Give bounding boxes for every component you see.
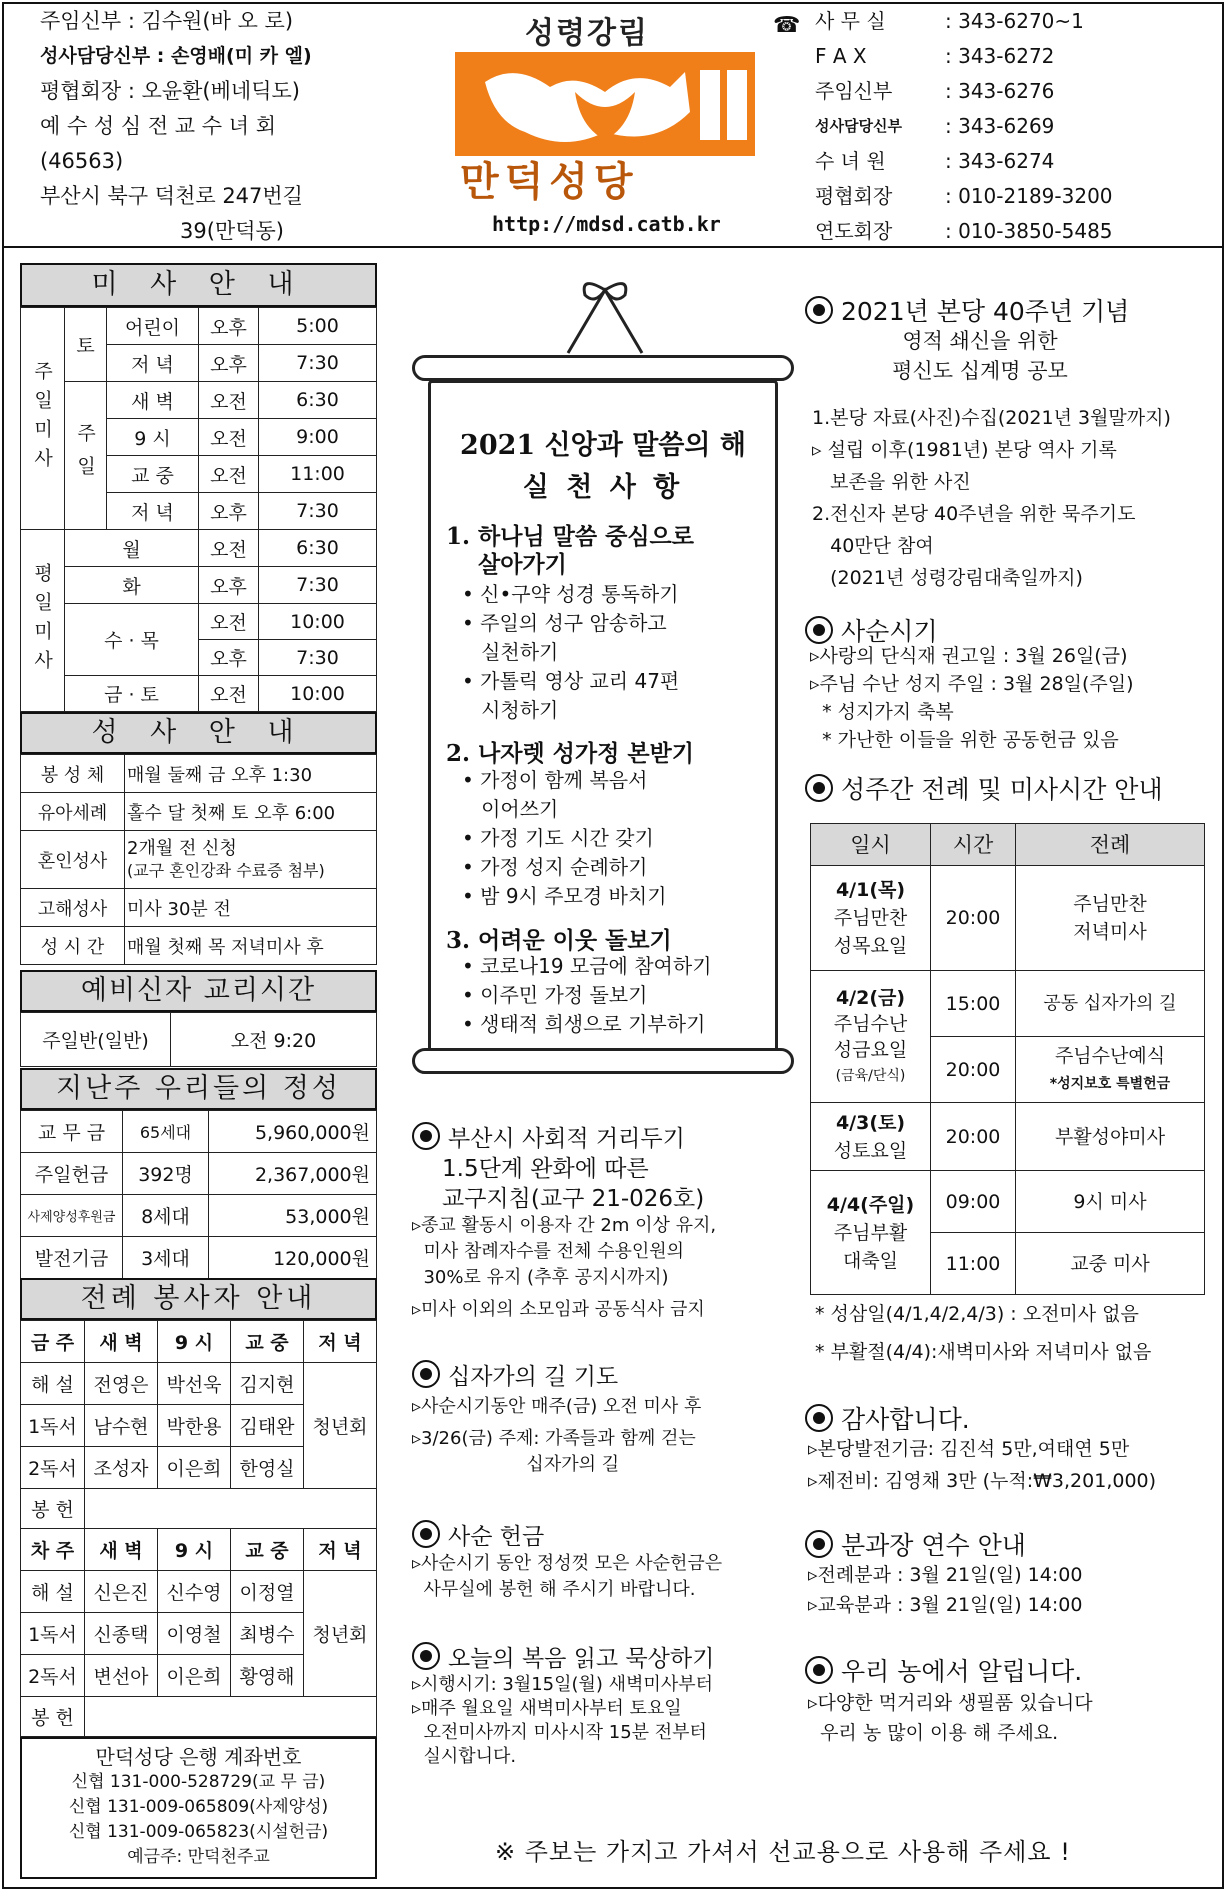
contact-label: 수 녀 원 xyxy=(815,149,886,173)
notice-line: ▹주님 수난 성지 주일 : 3월 28일(주일) xyxy=(810,673,1134,695)
gospel-text xyxy=(412,1673,713,1769)
bullet-icon xyxy=(412,1642,440,1670)
mass-ampm: 오전 xyxy=(199,604,259,640)
saturday-label: 토 xyxy=(65,308,107,382)
offering-count: 8세대 xyxy=(123,1195,209,1237)
mass-time: 9:00 xyxy=(259,419,377,456)
offering-amount: 120,000원 xyxy=(209,1237,377,1279)
offertory-empty xyxy=(85,1697,377,1737)
server-name: 이정열 xyxy=(231,1571,304,1613)
notice-title: 감사합니다. xyxy=(841,1405,970,1434)
bank-box xyxy=(20,1737,377,1879)
gospel-heading xyxy=(412,1640,714,1673)
notice-line: 우리 농 많이 이용 해 주세요. xyxy=(808,1722,1059,1744)
contact-row xyxy=(815,144,1113,179)
liturgy: 저녁미사 xyxy=(1073,921,1147,943)
sacrament-note: (교구 혼인강좌 수료증 첨부) xyxy=(127,860,325,880)
mass-name: 새 벽 xyxy=(107,382,199,419)
notice-line: 미사 참례자수를 전체 수용인원의 xyxy=(412,1241,685,1262)
holy-week-notes xyxy=(815,1295,1151,1371)
notice-line: 십자가의 길 xyxy=(412,1454,620,1475)
logo-bar-2 xyxy=(727,70,747,140)
notice-title: 2021년 본당 40주년 기념 xyxy=(841,297,1130,326)
thanks-text xyxy=(808,1433,1156,1497)
practice-item: • 가정이 함께 복음서 xyxy=(462,768,648,792)
mass-ampm: 오전 xyxy=(199,456,259,493)
mass-ampm: 오후 xyxy=(199,308,259,345)
sacrament-time: 홀수 달 첫째 토 오후 6:00 xyxy=(125,793,377,831)
role: 1독서 xyxy=(21,1613,85,1655)
time: 15:00 xyxy=(931,971,1016,1037)
mass-time: 7:30 xyxy=(259,493,377,530)
mass-time: 6:30 xyxy=(259,530,377,567)
contact-row xyxy=(815,179,1113,214)
header-contacts xyxy=(773,4,1113,249)
scroll-title: 2021 신앙과 말씀의 해 xyxy=(460,430,746,461)
address-line: 부산시 북구 덕천로 247번길 xyxy=(40,184,303,208)
catechumen-class: 주일반(일반) xyxy=(21,1013,171,1067)
sacrament-name: 유아세례 xyxy=(21,793,125,831)
weekday-name: 수 · 목 xyxy=(65,604,199,676)
address-line-2: 39(만덕동) xyxy=(180,219,284,243)
offering-amount: 53,000원 xyxy=(209,1195,377,1237)
lent-text xyxy=(810,642,1134,754)
notice-line: ▹제전비: 김영채 3만 (누적:₩3,201,000) xyxy=(808,1470,1157,1492)
practice-3-items xyxy=(462,952,712,1039)
practice-1-items xyxy=(462,580,679,725)
time: 20:00 xyxy=(931,1037,1016,1103)
church-logo xyxy=(455,52,755,156)
cross-text xyxy=(412,1394,701,1478)
notice-line: * 성지가지 축복 xyxy=(810,701,954,723)
offering-amount: 5,960,000원 xyxy=(209,1111,377,1153)
server-name: 이영철 xyxy=(158,1613,231,1655)
servers-table xyxy=(20,1320,377,1737)
practice-2-items xyxy=(462,766,667,911)
mass-heading: 미 사 안 내 xyxy=(20,263,377,307)
server-name: 박한용 xyxy=(158,1405,231,1447)
contact-label: 연도회장 xyxy=(815,219,893,243)
contact-value: 343-6270~1 xyxy=(958,9,1084,33)
church-url[interactable]: http://mdsd.catb.kr xyxy=(492,212,721,236)
server-name: 박선욱 xyxy=(158,1363,231,1405)
contact-label: 주임신부 xyxy=(815,79,893,103)
bullet-icon xyxy=(805,1656,833,1684)
evening-server: 청년회 xyxy=(304,1363,377,1489)
sacrament-table xyxy=(20,754,377,965)
day-label: 성목요일 xyxy=(833,935,908,957)
mass-ampm: 오후 xyxy=(199,493,259,530)
notice-title-2: 1.5단계 완화에 따른 xyxy=(442,1156,649,1182)
mass-ampm: 오전 xyxy=(199,419,259,456)
time: 09:00 xyxy=(931,1171,1016,1233)
practice-item: • 신•구약 성경 통독하기 xyxy=(462,582,679,606)
contact-value: 343-6276 xyxy=(958,79,1055,103)
weekday-mass-label: 평일미사 xyxy=(21,530,65,712)
anniversary-heading xyxy=(805,292,1129,328)
notice-line: ▹매주 월요일 새벽미사부터 토요일 xyxy=(412,1698,682,1719)
mass-name: 저 녁 xyxy=(107,345,199,382)
mass-name: 어린이 xyxy=(107,308,199,345)
colon: : xyxy=(945,149,959,173)
practice-item: 시청하기 xyxy=(462,698,559,722)
sisters-line: 예 수 성 심 전 교 수 녀 회 xyxy=(40,114,276,138)
busan-notice-text xyxy=(412,1213,716,1323)
day-label: 성금요일 xyxy=(833,1038,908,1061)
liturgy: 부활성야미사 xyxy=(1016,1103,1205,1171)
col-head: 전례 xyxy=(1016,824,1205,866)
server-name: 이은희 xyxy=(158,1447,231,1489)
mass-time: 7:30 xyxy=(259,640,377,676)
footer-note: ※ 주보는 가지고 가셔서 선교용으로 사용해 주세요 ! xyxy=(495,1838,1071,1866)
day-note: (금육/단식) xyxy=(835,1067,906,1084)
offering-count: 65세대 xyxy=(123,1111,209,1153)
mass-ampm: 오전 xyxy=(199,676,259,712)
note-line: * 부활절(4/4):새벽미사와 저녁미사 없음 xyxy=(815,1341,1152,1363)
sunday-label: 주일 xyxy=(65,382,107,530)
offering-amount: 2,367,000원 xyxy=(209,1153,377,1195)
day-label: 대축일 xyxy=(842,1249,899,1272)
offering-type: 교 무 금 xyxy=(21,1111,123,1153)
sacrament-heading: 성 사 안 내 xyxy=(20,712,377,754)
notice-title: 분과장 연수 안내 xyxy=(841,1531,1026,1560)
notice-title: 사순 헌금 xyxy=(448,1524,545,1550)
practice-item: • 주일의 성구 암송하고 xyxy=(462,611,667,635)
contact-value: 010-2189-3200 xyxy=(958,184,1113,208)
mass-table xyxy=(20,307,377,712)
server-name: 황영해 xyxy=(231,1655,304,1697)
bullet-icon xyxy=(412,1122,440,1150)
mass-time: 6:30 xyxy=(259,382,377,419)
bullet-icon xyxy=(805,616,833,644)
servers-week-label: 차 주 xyxy=(21,1529,85,1571)
sacrament-time: 2개월 전 신청 xyxy=(127,837,237,859)
bank-holder: 예금주: 만덕천주교 xyxy=(127,1847,270,1867)
anniversary-subtitle xyxy=(880,326,1080,386)
notice-title: 십자가의 길 기도 xyxy=(448,1364,619,1390)
notice-line: ▹사순시기동안 매주(금) 오전 미사 후 xyxy=(412,1396,702,1417)
notice-line: ▹3/26(금) 주제: 가족들과 함께 걷는 xyxy=(412,1428,696,1449)
notice-line: 사무실에 봉헌 해 주시기 바랍니다. xyxy=(412,1579,696,1600)
notice-line: ▹미사 이외의 소모임과 공동식사 금지 xyxy=(412,1299,705,1320)
liturgy: 9시 미사 xyxy=(1016,1171,1205,1233)
notice-line: 1.본당 자료(사진)수집(2021년 3월말까지) xyxy=(812,407,1171,429)
colon: : xyxy=(945,9,959,33)
offertory-empty xyxy=(85,1489,377,1529)
time: 11:00 xyxy=(931,1233,1016,1295)
bullet-icon xyxy=(412,1360,440,1388)
notice-line: ▹ 설립 이후(1981년) 본당 역사 기록 xyxy=(812,439,1117,461)
sacrament-name: 고해성사 xyxy=(21,889,125,927)
mass-ampm: 오후 xyxy=(199,345,259,382)
server-name: 김지현 xyxy=(231,1363,304,1405)
practice-item: • 가정 성지 순례하기 xyxy=(462,855,648,879)
notice-line: 40만단 참여 xyxy=(812,535,934,557)
practice-item: • 코로나19 모금에 참여하기 xyxy=(462,954,712,978)
contact-label: F A X xyxy=(815,44,867,68)
notice-line: ▹사랑의 단식재 권고일 : 3월 26일(금) xyxy=(810,645,1128,667)
mass-name: 교 중 xyxy=(107,456,199,493)
mass-name: 9 시 xyxy=(107,419,199,456)
server-name: 이은희 xyxy=(158,1655,231,1697)
role: 1독서 xyxy=(21,1405,85,1447)
practice-item: 이어쓰기 xyxy=(462,797,559,821)
servers-col-head: 새 벽 xyxy=(85,1321,158,1363)
servers-col-head: 새 벽 xyxy=(85,1529,158,1571)
contact-row xyxy=(815,74,1113,109)
offering-type: 주일헌금 xyxy=(21,1153,123,1195)
servers-col-head: 9 시 xyxy=(158,1529,231,1571)
notice-line: * 가난한 이들을 위한 공동헌금 있음 xyxy=(810,729,1119,751)
day: 4/2(금) xyxy=(835,986,906,1009)
role: 2독서 xyxy=(21,1447,85,1489)
practice-heading-2: 살아가기 xyxy=(478,551,567,578)
scroll-bottom-bar xyxy=(412,1048,794,1074)
bank-account: 신협 131-009-065809(사제양성) xyxy=(68,1797,329,1817)
mass-ampm: 오전 xyxy=(199,530,259,567)
subtitle-line: 영적 쇄신을 위한 xyxy=(902,329,1058,353)
notice-line: ▹본당발전기금: 김진석 5만,여태연 5만 xyxy=(808,1438,1130,1460)
bullet-icon xyxy=(805,296,833,324)
sacrament-time: 매월 둘째 금 오후 1:30 xyxy=(125,755,377,793)
bank-title: 만덕성당 은행 계좌번호 xyxy=(95,1745,302,1769)
servers-col-head: 9 시 xyxy=(158,1321,231,1363)
training-text xyxy=(808,1560,1082,1620)
contact-value: 343-6274 xyxy=(958,149,1055,173)
mass-name: 저 녁 xyxy=(107,493,199,530)
notice-line: ▹전례분과 : 3월 21일(일) 14:00 xyxy=(808,1564,1083,1586)
bank-account: 신협 131-009-065823(시설헌금) xyxy=(68,1822,329,1842)
notice-line: (2021년 성령강림대축일까지) xyxy=(812,567,1083,589)
catechumen-time: 오전 9:20 xyxy=(171,1013,377,1067)
offering-heading: 지난주 우리들의 정성 xyxy=(20,1068,377,1110)
day-label: 주님수난 xyxy=(833,1012,908,1035)
lent-offering-text xyxy=(412,1551,722,1603)
server-name: 신수영 xyxy=(158,1571,231,1613)
holy-week-table xyxy=(810,823,1205,1295)
colon: : xyxy=(945,219,959,243)
subtitle-line: 평신도 십계명 공모 xyxy=(892,359,1068,383)
server-name: 조성자 xyxy=(85,1447,158,1489)
notice-title: 부산시 사회적 거리두기 xyxy=(448,1126,685,1152)
postal-line: (46563) xyxy=(40,149,124,173)
sacrament-name: 혼인성사 xyxy=(21,831,125,889)
note-line: * 성삼일(4/1,4/2,4/3) : 오전미사 없음 xyxy=(815,1303,1139,1325)
bulletin-title: 성령강림 xyxy=(525,16,649,51)
server-name: 변선아 xyxy=(85,1655,158,1697)
server-name: 신은진 xyxy=(85,1571,158,1613)
server-name: 최병수 xyxy=(231,1613,304,1655)
sacrament-time: 매월 첫째 목 저녁미사 후 xyxy=(125,927,377,965)
role: 2독서 xyxy=(21,1655,85,1697)
sacrament-name: 봉 성 체 xyxy=(21,755,125,793)
day: 4/4(주일) xyxy=(826,1193,915,1216)
lent-offering-heading xyxy=(412,1518,544,1551)
role: 해 설 xyxy=(21,1363,85,1405)
notice-line: 실시합니다. xyxy=(412,1746,517,1767)
practice-item: 실천하기 xyxy=(462,640,559,664)
server-name: 신종택 xyxy=(85,1613,158,1655)
offering-count: 3세대 xyxy=(123,1237,209,1279)
contact-value: 010-3850-5485 xyxy=(958,219,1113,243)
server-name: 김태완 xyxy=(231,1405,304,1447)
contact-row xyxy=(815,109,1113,144)
contact-row xyxy=(815,4,1113,39)
mass-time: 7:30 xyxy=(259,345,377,382)
colon: : xyxy=(945,184,959,208)
colon: : xyxy=(945,44,959,68)
colon: : xyxy=(945,79,959,103)
server-name: 한영실 xyxy=(231,1447,304,1489)
role: 해 설 xyxy=(21,1571,85,1613)
contact-value: 343-6272 xyxy=(958,44,1055,68)
logo-bar-1 xyxy=(700,70,720,140)
bullet-icon xyxy=(412,1520,440,1548)
servers-col-head: 저 녁 xyxy=(304,1529,377,1571)
practice-heading: 3. 어려운 이웃 돌보기 xyxy=(446,927,672,954)
role: 봉 헌 xyxy=(21,1697,85,1737)
cross-heading xyxy=(412,1358,618,1391)
pastor-line: 주임신부 : 김수원(바 오 로) xyxy=(40,9,294,33)
scroll-top-bar xyxy=(412,355,794,381)
col-head: 일시 xyxy=(811,824,931,866)
contact-value: 343-6269 xyxy=(958,114,1055,138)
mass-time: 10:00 xyxy=(259,676,377,712)
liturgy-note: *성지보호 특별헌금 xyxy=(1049,1075,1171,1092)
thanks-heading xyxy=(805,1400,970,1436)
mass-ampm: 오전 xyxy=(199,382,259,419)
day-label: 성토요일 xyxy=(833,1139,908,1162)
mass-time: 10:00 xyxy=(259,604,377,640)
day: 4/1(목) xyxy=(835,879,906,901)
servers-col-head: 저 녁 xyxy=(304,1321,377,1363)
server-name: 전영은 xyxy=(85,1363,158,1405)
liturgy: 주님만찬 xyxy=(1073,893,1147,915)
notice-line: ▹사순시기 동안 정성껏 모은 사순헌금은 xyxy=(412,1553,723,1574)
catechumen-table xyxy=(20,1012,377,1067)
bank-account: 신협 131-000-528729(교 무 금) xyxy=(71,1772,326,1792)
farm-heading xyxy=(805,1652,1082,1688)
practice-item: • 가톨릭 영상 교리 47편 xyxy=(462,669,680,693)
notice-title: 사순시기 xyxy=(841,617,938,646)
contact-row xyxy=(815,214,1113,249)
farm-text xyxy=(808,1688,1093,1748)
ribbon-icon xyxy=(560,275,650,355)
notice-line: ▹다양한 먹거리와 생필품 있습니다 xyxy=(808,1692,1093,1714)
colon: : xyxy=(945,114,959,138)
header-left-info xyxy=(40,4,312,249)
notice-line: 2.전신자 본당 40주년을 위한 묵주기도 xyxy=(812,503,1136,525)
day-label: 주님만찬 xyxy=(833,907,908,929)
time: 20:00 xyxy=(931,866,1016,971)
practice-item: • 이주민 가정 돌보기 xyxy=(462,983,648,1007)
weekday-name: 월 xyxy=(65,530,199,567)
mass-time: 5:00 xyxy=(259,308,377,345)
offering-type: 발전기금 xyxy=(21,1237,123,1279)
anniversary-text xyxy=(812,402,1171,594)
servers-col-head: 교 중 xyxy=(231,1529,304,1571)
practice-item: • 밤 9시 주모경 바치기 xyxy=(462,884,667,908)
sacrament-name: 성 시 간 xyxy=(21,927,125,965)
mass-ampm: 오후 xyxy=(199,567,259,604)
bullet-icon xyxy=(805,1404,833,1432)
practice-heading: 1. 하나님 말씀 중심으로 xyxy=(446,523,694,550)
liturgy: 주님수난예식 xyxy=(1054,1044,1166,1067)
day-label: 주님부활 xyxy=(833,1221,908,1244)
notice-line: 보존을 위한 사진 xyxy=(812,471,971,493)
practice-item: • 가정 기도 시간 갖기 xyxy=(462,826,654,850)
notice-title: 오늘의 복음 읽고 묵상하기 xyxy=(448,1646,715,1672)
notice-line: 오전미사까지 미사시작 15분 전부터 xyxy=(412,1722,707,1743)
bullet-icon xyxy=(805,1530,833,1558)
offering-count: 392명 xyxy=(123,1153,209,1195)
notice-title: 우리 농에서 알립니다. xyxy=(841,1657,1083,1686)
time: 20:00 xyxy=(931,1103,1016,1171)
col-head: 시간 xyxy=(931,824,1016,866)
offering-table xyxy=(20,1110,377,1279)
contact-label: 평협회장 xyxy=(815,184,893,208)
mass-ampm: 오후 xyxy=(199,640,259,676)
server-name: 남수현 xyxy=(85,1405,158,1447)
scroll-subtitle: 실 천 사 항 xyxy=(522,472,684,503)
notice-title: 성주간 전례 및 미사시간 안내 xyxy=(841,775,1163,804)
phone-icon: ☎ xyxy=(773,13,801,38)
notice-line: ▹시행시기: 3월15일(월) 새벽미사부터 xyxy=(412,1674,713,1695)
mass-time: 7:30 xyxy=(259,567,377,604)
church-name: 만덕성당 xyxy=(460,159,639,205)
mass-time: 11:00 xyxy=(259,456,377,493)
liturgy: 공동 십자가의 길 xyxy=(1016,971,1205,1037)
training-heading xyxy=(805,1526,1026,1562)
day: 4/3(토) xyxy=(835,1111,906,1134)
sacrament-time: 미사 30분 전 xyxy=(125,889,377,927)
weekday-name: 화 xyxy=(65,567,199,604)
role: 봉 헌 xyxy=(21,1489,85,1529)
evening-server: 청년회 xyxy=(304,1571,377,1697)
weekday-name: 금 · 토 xyxy=(65,676,199,712)
holy-week-heading xyxy=(805,770,1163,806)
practice-item: • 생태적 희생으로 기부하기 xyxy=(462,1012,706,1036)
servers-col-head: 교 중 xyxy=(231,1321,304,1363)
practice-heading: 2. 나자렛 성가정 본받기 xyxy=(446,740,694,767)
notice-title-3: 교구지침(교구 21-026호) xyxy=(442,1186,705,1212)
sunday-mass-label: 주일미사 xyxy=(21,308,65,530)
contact-row xyxy=(815,39,1113,74)
servers-heading: 전례 봉사자 안내 xyxy=(20,1278,377,1320)
bullet-icon xyxy=(805,774,833,802)
contact-label: 성사담당신부 xyxy=(815,117,902,135)
notice-line: ▹교육분과 : 3월 21일(일) 14:00 xyxy=(808,1594,1083,1616)
servers-week-label: 금 주 xyxy=(21,1321,85,1363)
notice-line: 30%로 유지 (추후 공지시까지) xyxy=(412,1267,669,1288)
offering-type: 사제양성후원금 xyxy=(21,1195,123,1237)
catechumen-heading: 예비신자 교리시간 xyxy=(20,970,377,1012)
notice-line: ▹종교 활동시 이용자 간 2m 이상 유지, xyxy=(412,1215,717,1236)
liturgy: 교중 미사 xyxy=(1016,1233,1205,1295)
busan-notice-heading xyxy=(412,1122,704,1214)
contact-label: 사 무 실 xyxy=(815,9,886,33)
council-line: 평협회장 : 오윤환(베네딕도) xyxy=(40,79,300,103)
confessor-line: 성사담당신부 : 손영배(미 카 엘) xyxy=(40,45,312,67)
